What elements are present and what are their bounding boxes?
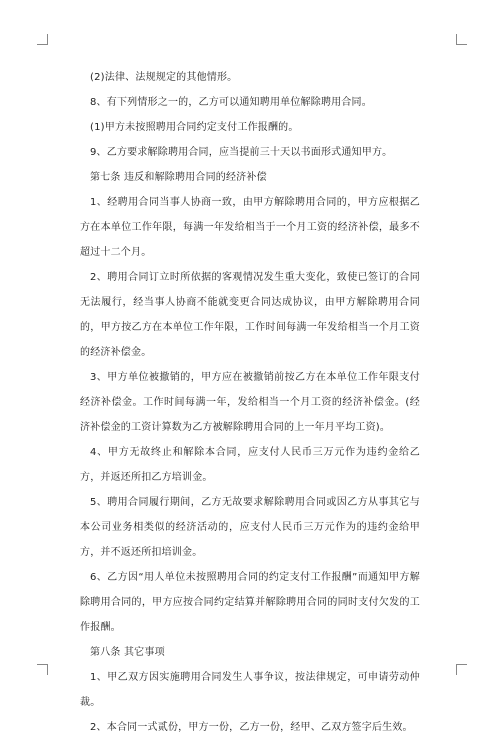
paragraph: (1)甲方未按照聘用合同约定支付工作报酬的。 (90, 122, 299, 133)
crop-mark-top-left (37, 34, 48, 45)
paragraph: 1、经聘用合同当事人协商一致，由甲方解除聘用合同的，甲方应根据乙方在本单位工作年限，每满一年发给相当于一个月工资的经济补偿，最多不超过十二个月。 (80, 197, 420, 258)
paragraph: 1、甲乙双方因实施聘用合同发生人事争议，按法律规定，可申请劳动仲裁。 (80, 672, 420, 708)
paragraph: 5、聘用合同履行期间，乙方无故要求解除聘用合同或因乙方从事其它与本公司业务相类似的经济活动的，应支付人民币三万元作为的违约金给甲方，并不返还所扣培训金。 (80, 497, 420, 558)
paragraph: 2、本合同一式贰份，甲方一份，乙方一份，经甲、乙双方签字后生效。 (90, 722, 413, 733)
paragraph: 6、乙方因“用人单位未按照聘用合同的约定支付工作报酬”而通知甲方解除聘用合同的，甲方应按合同约定结算并解除聘用合同的同时支付欠发的工作报酬。 (80, 572, 420, 633)
crop-mark-bottom-left (37, 664, 48, 675)
section-heading: 第七条 违反和解除聘用合同的经济补偿 (90, 172, 267, 183)
crop-mark-bottom-right (456, 664, 467, 675)
section-heading: 第八条 其它事项 (90, 647, 165, 658)
paragraph: 8、有下列情形之一的，乙方可以通知聘用单位解除聘用合同。 (90, 97, 372, 108)
crop-mark-top-right (456, 34, 467, 45)
paragraph: 4、甲方无故终止和解除本合同，应支付人民币三万元作为违约金给乙方，并返还所扣乙方培训金。 (80, 447, 420, 483)
paragraph: 2、聘用合同订立时所依据的客观情况发生重大变化，致使已签订的合同无法履行，经当事人协商不能就变更合同达成协议，由甲方解除聘用合同的，甲方按乙方在本单位工作年限，工作时间每满一年发给相当一个月工资的经济补偿金。 (80, 272, 420, 358)
document-body (80, 65, 420, 740)
paragraph: 3、甲方单位被撤销的，甲方应在被撤销前按乙方在本单位工作年限支付经济补偿金。工作时间每满一年，发给相当一个月工资的经济补偿金。(经济补偿金的工资计算数为乙方被解除聘用合同的上一年月平均工资)。 (80, 372, 420, 433)
paragraph: (2)法律、法规规定的其他情形。 (90, 72, 238, 83)
paragraph: 9、乙方要求解除聘用合同，应当提前三十天以书面形式通知甲方。 (90, 147, 393, 158)
